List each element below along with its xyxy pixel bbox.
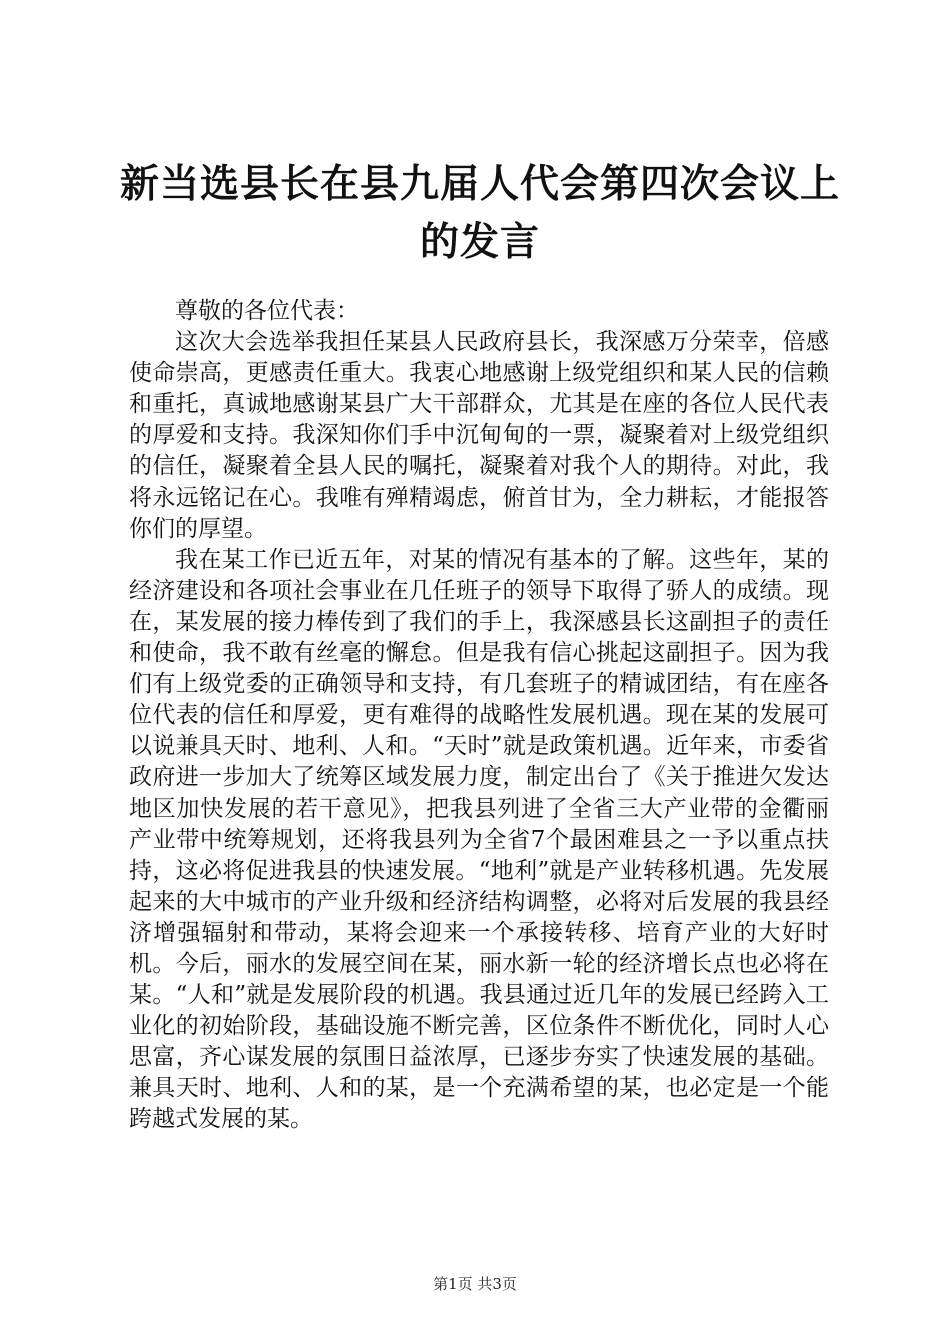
paragraph-2: 我在某工作已近五年，对某的情况有基本的了解。这些年，某的经济建设和各项社会事业在几任班子的领导下取得了骄人的成绩。现在，某发展的接力棒传到了我们的手上，我深感县长这副担子的责任和使命，我不敢有丝毫的懈怠。但是我有信心挑起这副担子。因为我们有上级党委的正确领导和支持，有几套班子的精诚团结，有在座各位代表的信任和厚爱，更有难得的战略性发展机遇。现在某的发展可以说兼具天时、地利、人和。“天时”就是政策机遇。近年来，市委省政府进一步加大了统筹区域发展力度，制定出台了《关于推进欠发达地区加快发展的若干意见》，把我县列进了全省三大产业带的金衢丽产业带中统筹规划，还将我县列为全省7个最困难县之一予以重点扶持，这必将促进我县的快速发展。“地利”就是产业转移机遇。先发展起来的大中城市的产业升级和经济结构调整，必将对后发展的我县经济增强辐射和带动，某将会迎来一个承接转移、培育产业的大好时机。今后，丽水的发展空间在某，丽水新一轮的经济增长点也必将在某。“人和”就是发展阶段的机遇。我县通过近几年的发展已经跨入工业化的初始阶段，基础设施不断完善，区位条件不断优化，同时人心思富，齐心谋发展的氛围日益浓厚，已逐步夯实了快速发展的基础。兼具天时、地利、人和的某，是一个充满希望的某，也必定是一个能跨越式发展的某。: [129, 546, 829, 1133]
document-body: [129, 296, 829, 1136]
page-footer: 第1页 共3页: [433, 1275, 517, 1293]
paragraph-1: 这次大会选举我担任某县人民政府县长，我深感万分荣幸，倍感使命崇高，更感责任重大。我衷心地感谢上级党组织和某人民的信赖和重托，真诚地感谢某县广大干部群众，尤其是在座的各位人民代表的厚爱和支持。我深知你们手中沉甸甸的一票，凝聚着对上级党组织的信任，凝聚着全县人民的嘱托，凝聚着对我个人的期待。对此，我将永远铭记在心。我唯有殚精竭虑，俯首甘为，全力耕耘，才能报答你们的厚望。: [129, 329, 829, 542]
document-title: 新当选县长在县九届人代会第四次会议上的发言: [120, 162, 841, 265]
salutation: 尊敬的各位代表：: [175, 298, 359, 324]
